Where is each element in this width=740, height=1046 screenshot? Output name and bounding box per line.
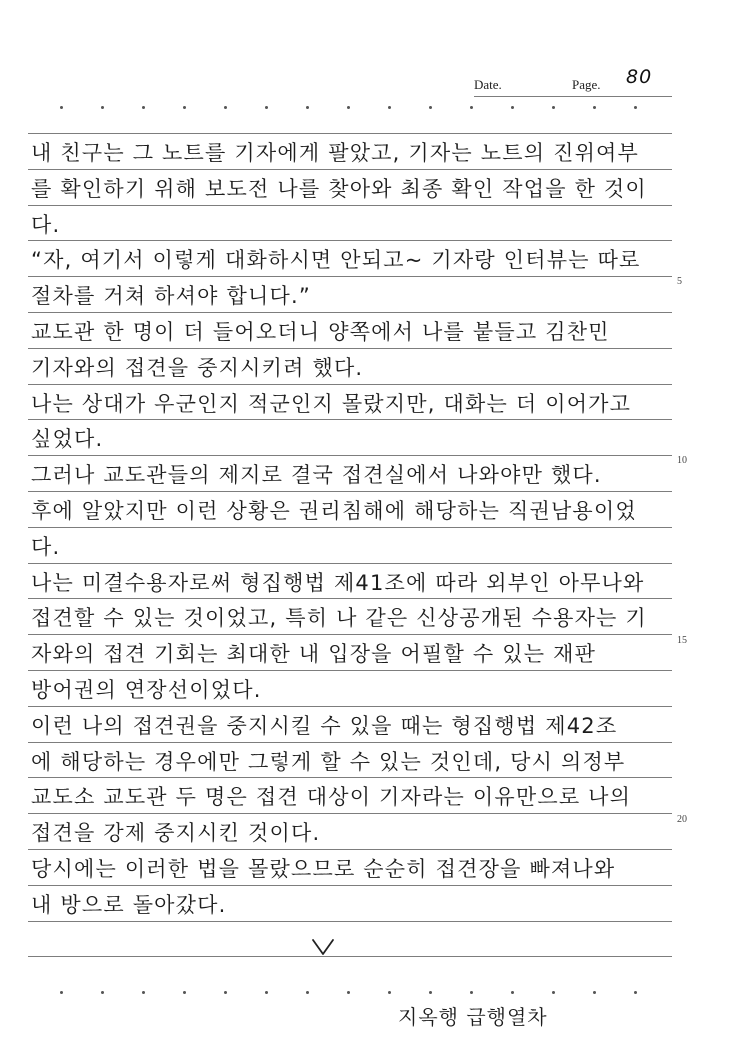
text-line: 절차를 거쳐 하셔야 합니다.”	[31, 284, 311, 308]
text-line: 를 확인하기 위해 보도전 나를 찾아와 최종 확인 작업을 한 것이	[31, 177, 647, 201]
guide-dot	[470, 991, 473, 994]
rule-line	[28, 813, 672, 814]
text-line: 교도소 교도관 두 명은 접견 대상이 기자라는 이유만으로 나의	[31, 785, 632, 809]
text-line: 내 방으로 돌아갔다.	[31, 893, 227, 917]
guide-dot	[347, 991, 350, 994]
rule-line	[28, 670, 672, 671]
text-line: 방어권의 연장선이었다.	[31, 678, 262, 702]
rule-line	[28, 849, 672, 850]
line-number-5: 5	[677, 276, 682, 287]
guide-dot	[224, 991, 227, 994]
guide-dot	[306, 106, 309, 109]
rule-line	[28, 491, 672, 492]
guide-dot	[429, 106, 432, 109]
text-line: 다.	[31, 535, 61, 559]
text-line: 자와의 접견 기회는 최대한 내 입장을 어필할 수 있는 재판	[31, 642, 597, 666]
guide-dot	[593, 106, 596, 109]
guide-dot	[101, 106, 104, 109]
rule-line	[28, 921, 672, 922]
guide-dot	[265, 106, 268, 109]
text-line: 접견할 수 있는 것이었고, 특히 나 같은 신상공개된 수용자는 기	[31, 606, 647, 630]
end-check-mark	[311, 937, 335, 957]
text-line: 이런 나의 접견권을 중지시킬 수 있을 때는 형집행법 제42조	[31, 714, 618, 738]
text-line: 내 친구는 그 노트를 기자에게 팔았고, 기자는 노트의 진위여부	[31, 141, 640, 165]
rule-line	[28, 419, 672, 420]
text-line: “자, 여기서 이렇게 대화하시면 안되고~ 기자랑 인터뷰는 따로	[31, 248, 641, 272]
guide-dot	[634, 991, 637, 994]
text-line: 싶었다.	[31, 427, 104, 451]
guide-dot	[634, 106, 637, 109]
guide-dot	[60, 106, 63, 109]
text-line: 나는 상대가 우군인지 적군인지 몰랐지만, 대화는 더 이어가고	[31, 392, 632, 416]
guide-dot	[306, 991, 309, 994]
rule-line	[28, 634, 672, 635]
rule-line	[28, 706, 672, 707]
guide-dot	[60, 991, 63, 994]
guide-dot	[511, 106, 514, 109]
text-line: 기자와의 접견을 중지시키려 했다.	[31, 356, 364, 380]
guide-dot	[429, 991, 432, 994]
rule-line	[28, 563, 672, 564]
guide-dot	[388, 991, 391, 994]
rule-line	[28, 777, 672, 778]
text-line: 후에 알았지만 이런 상황은 권리침해에 해당하는 직권남용이었	[31, 499, 637, 523]
guide-dot	[388, 106, 391, 109]
guide-dot	[142, 991, 145, 994]
guide-dot	[552, 991, 555, 994]
rule-line	[28, 276, 672, 277]
guide-dot	[265, 991, 268, 994]
guide-dot	[470, 106, 473, 109]
text-line: 에 해당하는 경우에만 그렇게 할 수 있는 것인데, 당시 의정부	[31, 750, 626, 774]
guide-dot	[101, 991, 104, 994]
guide-dot	[347, 106, 350, 109]
text-line: 다.	[31, 213, 61, 237]
rule-line	[28, 455, 672, 456]
guide-dot	[224, 106, 227, 109]
rule-line	[28, 348, 672, 349]
rule-line	[28, 885, 672, 886]
guide-dot	[511, 991, 514, 994]
line-number-10: 10	[677, 455, 687, 466]
text-line: 교도관 한 명이 더 들어오더니 양쪽에서 나를 붙들고 김찬민	[31, 320, 610, 344]
rule-line	[28, 240, 672, 241]
guide-dot	[142, 106, 145, 109]
guide-dot	[552, 106, 555, 109]
rule-line	[28, 742, 672, 743]
signature: 지옥행 급행열차	[398, 1005, 548, 1029]
rule-line	[28, 384, 672, 385]
guide-dot	[593, 991, 596, 994]
guide-dot	[183, 106, 186, 109]
page-number: 80	[626, 66, 653, 88]
text-line: 나는 미결수용자로써 형집행법 제41조에 따라 외부인 아무나와	[31, 571, 645, 595]
page-label: Page.	[572, 77, 601, 92]
rule-line	[28, 205, 672, 206]
text-line: 당시에는 이러한 법을 몰랐으므로 순순히 접견장을 빠져나와	[31, 857, 616, 881]
line-number-20: 20	[677, 814, 687, 825]
rule-line	[28, 133, 672, 134]
header-rule	[474, 96, 672, 97]
rule-line	[28, 312, 672, 313]
date-label: Date.	[474, 77, 502, 92]
rule-line	[28, 598, 672, 599]
line-number-15: 15	[677, 635, 687, 646]
rule-line	[28, 956, 672, 957]
rule-line	[28, 169, 672, 170]
guide-dot	[183, 991, 186, 994]
text-line: 접견을 강제 중지시킨 것이다.	[31, 821, 321, 845]
text-line: 그러나 교도관들의 제지로 결국 접견실에서 나와야만 했다.	[31, 463, 602, 487]
rule-line	[28, 527, 672, 528]
